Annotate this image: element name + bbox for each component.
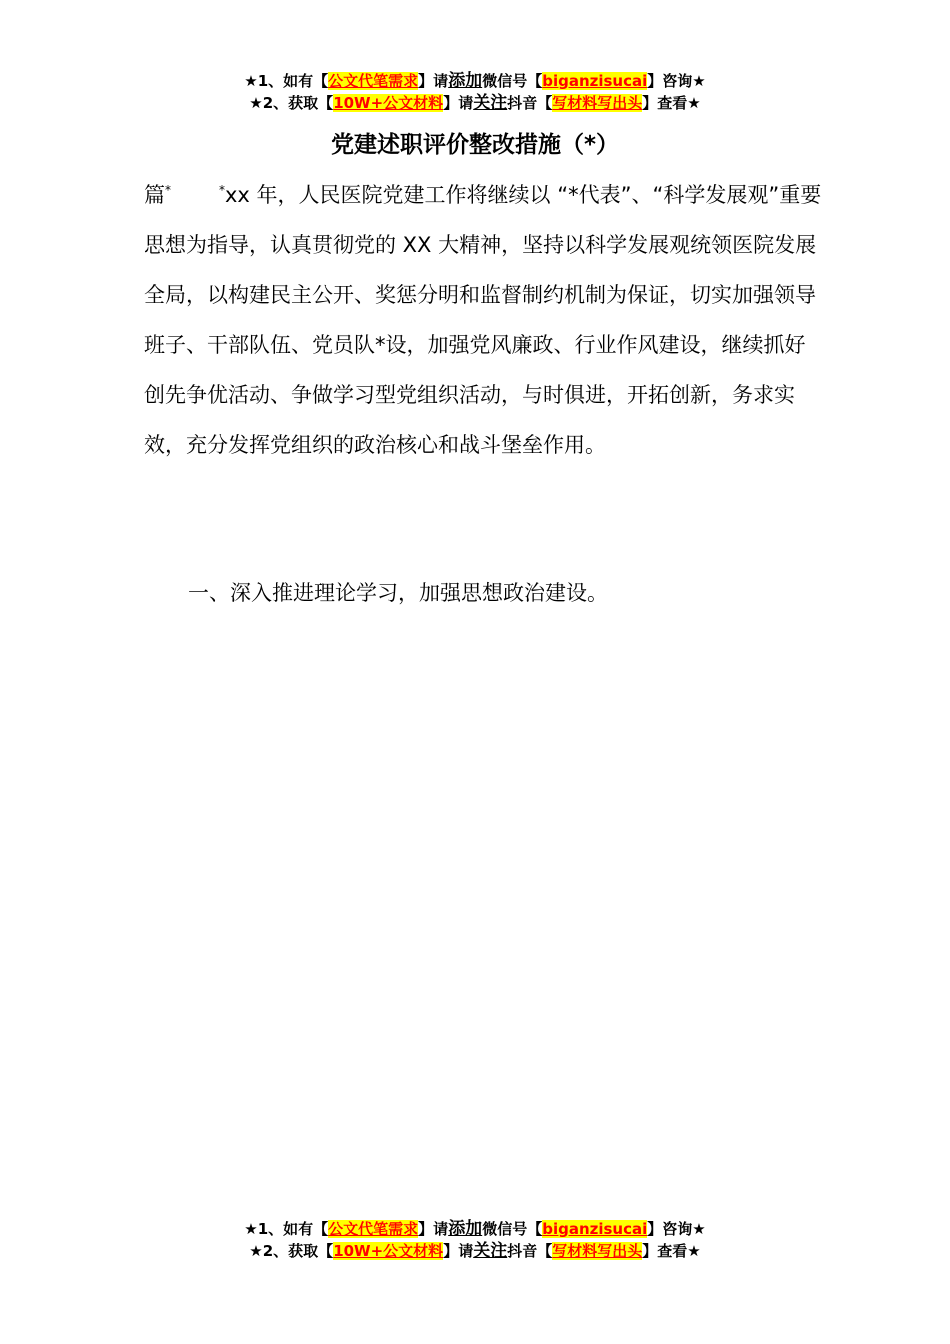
promo-highlight-material: 10W+公文材料 bbox=[333, 94, 444, 112]
promo-emphasis-add: 添加 bbox=[448, 1219, 483, 1239]
intro-mark: * bbox=[219, 183, 225, 197]
promo-highlight-account: 写材料写出头 bbox=[552, 94, 643, 112]
promo-text: 微信号【 bbox=[482, 72, 543, 90]
intro-lead: 篇 bbox=[144, 183, 165, 207]
promo-line-1 bbox=[0, 70, 950, 92]
promo-text: 】请 bbox=[443, 94, 474, 112]
promo-emphasis-add: 添加 bbox=[448, 71, 483, 91]
promo-footer bbox=[0, 1218, 950, 1262]
intro-paragraph bbox=[144, 170, 824, 470]
promo-emphasis-follow: 关注 bbox=[473, 93, 508, 113]
promo-text: 抖音【 bbox=[507, 94, 553, 112]
promo-highlight-account: 写材料写出头 bbox=[552, 1242, 643, 1260]
promo-text: 】查看★ bbox=[642, 1242, 701, 1260]
promo-header bbox=[0, 70, 950, 114]
promo-line-2 bbox=[0, 92, 950, 114]
promo-text: ★1、如有【 bbox=[244, 1220, 329, 1238]
promo-text: 】请 bbox=[418, 72, 449, 90]
document-title: 党建述职评价整改措施（*） bbox=[330, 132, 620, 158]
promo-text: 】请 bbox=[418, 1220, 449, 1238]
promo-text: 】咨询★ bbox=[647, 1220, 706, 1238]
promo-text: ★1、如有【 bbox=[244, 72, 329, 90]
promo-highlight-wechat: biganzisucai bbox=[542, 72, 648, 90]
promo-highlight-need: 公文代笔需求 bbox=[328, 1220, 419, 1238]
intro-mark: * bbox=[165, 183, 171, 197]
intro-text: xx 年，人民医院党建工作将继续以 “*代表”、“科学发展观”重要思想为指导，认真贯彻党的 XX 大精神，坚持以科学发展观统领医院发展全局，以构建民主公开、奖惩分明和监督制约机制为保证，切实加强领导班子、干部队伍、党员队*设，加强党风廉政、行业作风建设，继续抓好创先争优活动、争做学习型党组织活动，与时俱进，开拓创新，务求实效，充分发挥党组织的政治核心和战斗堡垒作用。 bbox=[144, 183, 822, 457]
document-body bbox=[144, 170, 824, 470]
promo-highlight-need: 公文代笔需求 bbox=[328, 72, 419, 90]
promo-highlight-material: 10W+公文材料 bbox=[333, 1242, 444, 1260]
promo-text: 微信号【 bbox=[482, 1220, 543, 1238]
section-heading-1: 一、深入推进理论学习，加强思想政治建设。 bbox=[188, 581, 608, 605]
promo-text: 抖音【 bbox=[507, 1242, 553, 1260]
promo-text: 】咨询★ bbox=[647, 72, 706, 90]
promo-line-2 bbox=[0, 1240, 950, 1262]
promo-text: ★2、获取【 bbox=[249, 94, 334, 112]
promo-line-1 bbox=[0, 1218, 950, 1240]
promo-text: ★2、获取【 bbox=[249, 1242, 334, 1260]
promo-text: 】查看★ bbox=[642, 94, 701, 112]
promo-emphasis-follow: 关注 bbox=[473, 1241, 508, 1261]
promo-highlight-wechat: biganzisucai bbox=[542, 1220, 648, 1238]
promo-text: 】请 bbox=[443, 1242, 474, 1260]
